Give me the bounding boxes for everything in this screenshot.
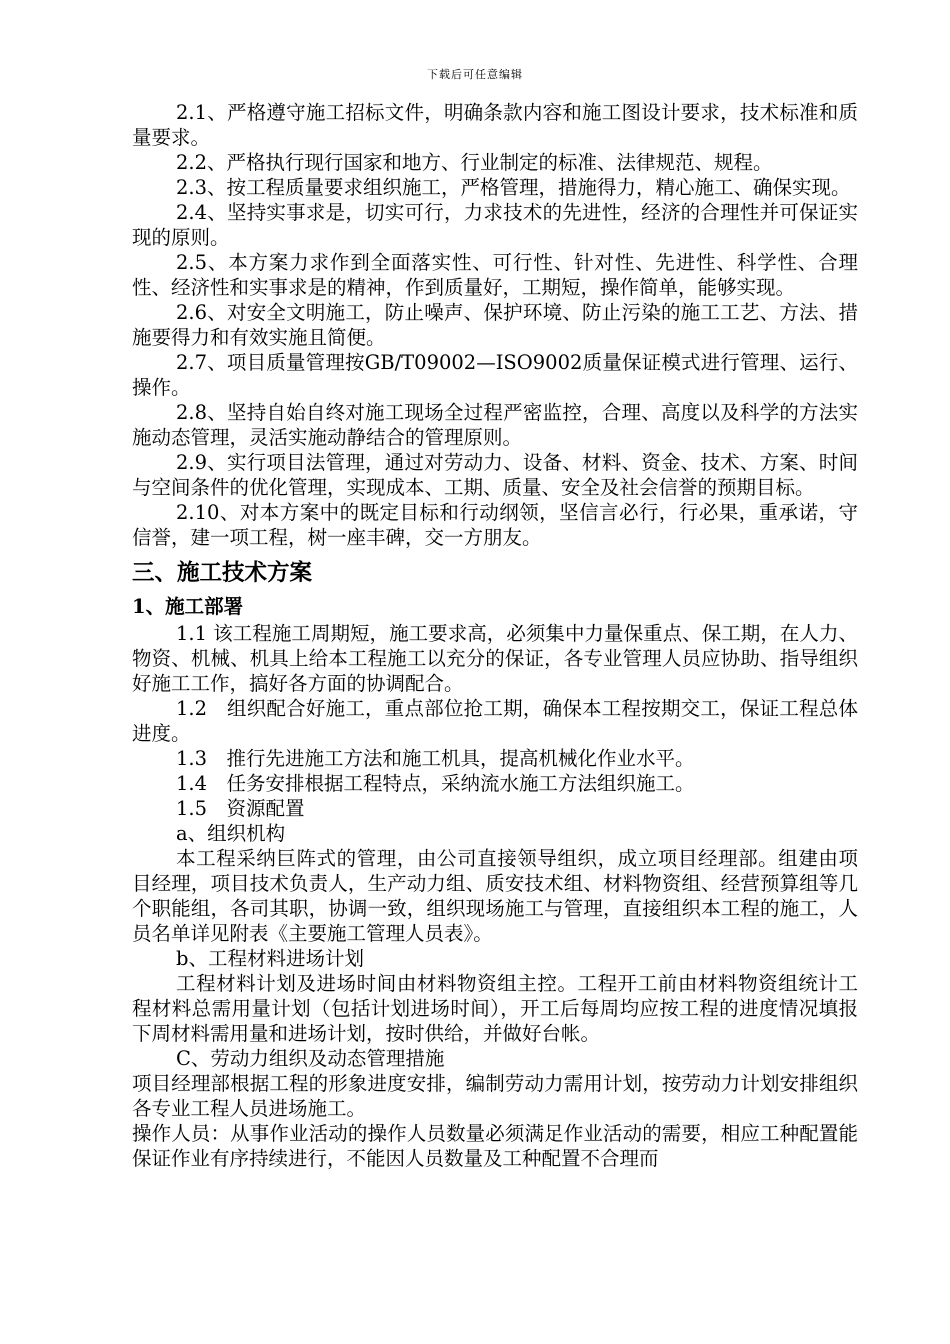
page-header: 下载后可任意编辑 <box>427 68 523 81</box>
item-c-body-1: 项目经理部根据工程的形象进度安排，编制劳动力需用计划，按劳动力计划安排组织各专业工程人员进场施工。 <box>132 1072 858 1120</box>
paragraph-2-7: 2.7、项目质量管理按GB/T09002—ISO9002质量保证模式进行管理、运行、操作。 <box>132 351 858 399</box>
paragraph-2-3: 2.3、按工程质量要求组织施工，严格管理，措施得力，精心施工、确保实现。 <box>176 176 851 199</box>
paragraph-2-10: 2.10、对本方案中的既定目标和行动纲领，坚信言必行，行必果，重承诺，守信誉，建一项工程，树一座丰碑，交一方朋友。 <box>132 501 858 549</box>
paragraph-2-9: 2.9、实行项目法管理，通过对劳动力、设备、材料、资金、技术、方案、时间与空间条件的优化管理，实现成本、工期、质量、安全及社会信誉的预期目标。 <box>132 451 858 499</box>
paragraph-2-1: 2.1、严格遵守施工招标文件，明确条款内容和施工图设计要求，技术标准和质量要求。 <box>132 101 858 149</box>
document-body <box>132 100 858 1171</box>
paragraph-1-2: 1.2 组织配合好施工，重点部位抢工期，确保本工程按期交工，保证工程总体进度。 <box>132 697 858 745</box>
paragraph-1-1: 1.1 该工程施工周期短，施工要求高，必须集中力量保重点、保工期，在人力、物资、机械、机具上给本工程施工以充分的保证，各专业管理人员应协助、指导组织好施工工作，搞好各方面的协调配合。 <box>132 622 858 695</box>
section-3-heading: 三、施工技术方案 <box>132 560 313 586</box>
item-a-heading: a、组织机构 <box>176 822 286 845</box>
paragraph-2-4: 2.4、坚持实事求是，切实可行，力求技术的先进性，经济的合理性并可保证实现的原则。 <box>132 201 858 249</box>
item-b-heading: b、工程材料进场计划 <box>176 947 364 970</box>
paragraph-2-5: 2.5、本方案力求作到全面落实性、可行性、针对性、先进性、科学性、合理性、经济性和实事求是的精神，作到质量好，工期短，操作简单，能够实现。 <box>132 251 858 299</box>
paragraph-1-5: 1.5 资源配置 <box>176 797 305 820</box>
paragraph-1-3: 1.3 推行先进施工方法和施工机具，提高机械化作业水平。 <box>176 747 695 770</box>
paragraph-1-4: 1.4 任务安排根据工程特点，采纳流水施工方法组织施工。 <box>176 772 695 795</box>
subsection-1-heading: 1、施工部署 <box>132 595 244 618</box>
item-b-body: 工程材料计划及进场时间由材料物资组主控。工程开工前由材料物资组统计工程材料总需用量计划（包括计划进场时间），开工后每周均应按工程的进度情况填报下周材料需用量和进场计划，按时供给，并做好台帐。 <box>132 972 858 1045</box>
paragraph-2-2: 2.2、严格执行现行国家和地方、行业制定的标准、法律规范、规程。 <box>176 151 773 174</box>
paragraph-2-6: 2.6、对安全文明施工，防止噪声、保护环境、防止污染的施工工艺、方法、措施要得力和有效实施且简便。 <box>132 301 858 349</box>
paragraph-2-8: 2.8、坚持自始自终对施工现场全过程严密监控，合理、高度以及科学的方法实施动态管理，灵活实施动静结合的管理原则。 <box>132 401 858 449</box>
item-a-body: 本工程采纳巨阵式的管理，由公司直接领导组织，成立项目经理部。组建由项目经理，项目技术负责人，生产动力组、质安技术组、材料物资组、经营预算组等几个职能组，各司其职，协调一致，组织现场施工与管理，直接组织本工程的施工，人员名单详见附表《主要施工管理人员表》。 <box>132 847 858 945</box>
item-c-body-2: 操作人员：从事作业活动的操作人员数量必须满足作业活动的需要，相应工种配置能保证作业有序持续进行，不能因人员数量及工种配置不合理而 <box>132 1122 858 1170</box>
item-c-heading: C、劳动力组织及动态管理措施 <box>176 1047 445 1070</box>
